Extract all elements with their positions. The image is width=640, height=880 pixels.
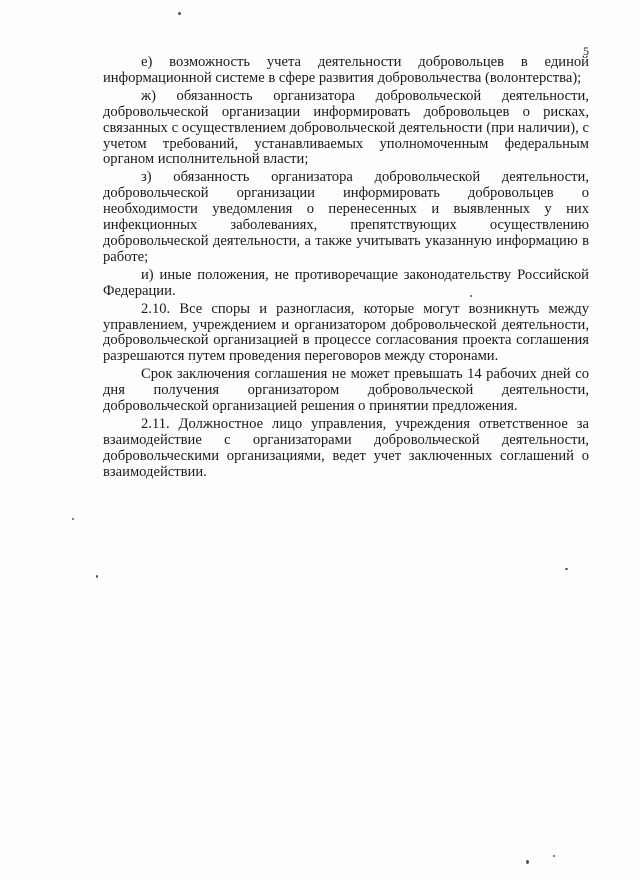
page-number: 5 — [583, 44, 589, 58]
scan-speck — [470, 295, 472, 297]
paragraph-item-z: з) обязанность организатора добровольческой деятельности, добровольческой организации информировать добровольцев о необходимости уведомления о перенесенных и выявленных у них инфекционных заболеваниях, препятствующих осуществлению добровольческой деятельности, а также учитывать указанную информацию в работе; — [103, 169, 589, 265]
scan-speck — [553, 855, 555, 857]
scan-speck — [526, 860, 529, 864]
scan-speck — [96, 575, 98, 578]
scan-speck — [565, 568, 568, 570]
scan-speck — [72, 518, 74, 520]
document-body — [103, 55, 589, 481]
paragraph-agreement-term: Срок заключения соглашения не может превышать 14 рабочих дней со дня получения организатором добровольческой деятельности, добровольческой организацией решения о принятии предложения. — [103, 366, 589, 415]
paragraph-item-e: е) возможность учета деятельности добровольцев в единой информационной системе в сфере развития добровольчества (волонтерства); — [103, 54, 589, 86]
paragraph-clause-2-10: 2.10. Все споры и разногласия, которые могут возникнуть между управлением, учреждением и организатором добровольческой деятельности, добровольческой организацией в процессе согласования проекта соглашения разрешаются путем проведения переговоров между сторонами. — [103, 300, 589, 365]
paragraph-item-i: и) иные положения, не противоречащие законодательству Российской Федерации. — [103, 266, 589, 299]
paragraph-clause-2-11: 2.11. Должностное лицо управления, учреждения ответственное за взаимодействие с организаторами добровольческой деятельности, добровольческими организациями, ведет учет заключенных соглашений о взаимодействии. — [103, 415, 589, 480]
scan-speck — [178, 12, 181, 15]
paragraph-item-zh: ж) обязанность организатора добровольческой деятельности, добровольческой организации информировать добровольцев о рисках, связанных с осуществлением добровольческой деятельности (при наличии), с учетом требований, устанавливаемых уполномоченным федеральным органом исполнительной власти; — [103, 87, 589, 168]
